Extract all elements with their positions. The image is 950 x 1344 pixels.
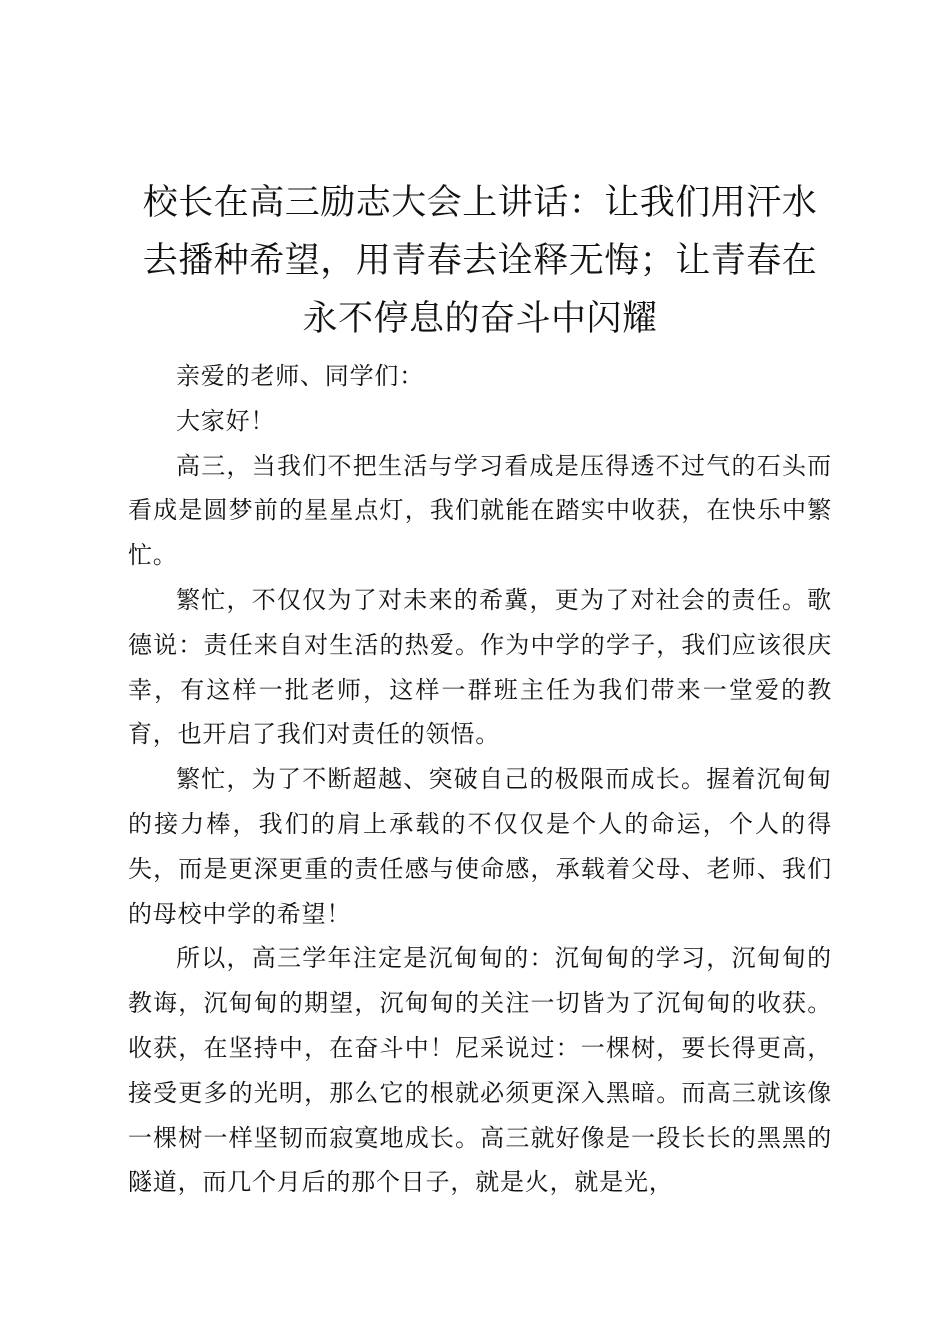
- paragraph: 高三，当我们不把生活与学习看成是压得透不过气的石头而看成是圆梦前的星星点灯，我们就能在踏实中收获，在快乐中繁忙。: [128, 451, 832, 570]
- document-title: 校长在高三励志大会上讲话：让我们用汗水去播种希望，用青春去诠释无悔；让青春在永不停息的奋斗中闪耀: [142, 183, 818, 339]
- paragraph: 所以，高三学年注定是沉甸甸的：沉甸甸的学习，沉甸甸的教诲，沉甸甸的期望，沉甸甸的关注一切皆为了沉甸甸的收获。收获，在坚持中，在奋斗中！尼采说过：一棵树，要长得更高，接受更多的光明，那么它的根就必须更深入黑暗。而高三就该像一棵树一样坚韧而寂寞地成长。高三就好像是一段长长的黑黑的隧道，而几个月后的那个日子，就是火，就是光，: [128, 944, 832, 1197]
- paragraph-salutation: 亲爱的老师、同学们：: [176, 362, 424, 390]
- paragraph: 繁忙，不仅仅为了对未来的希冀，更为了对社会的责任。歌德说：责任来自对生活的热爱。作为中学的学子，我们应该很庆幸，有这样一批老师，这样一群班主任为我们带来一堂爱的教育，也开启了我们对责任的领悟。: [128, 585, 832, 749]
- paragraph-greeting: 大家好！: [176, 406, 276, 435]
- paragraph: 繁忙，为了不断超越、突破自己的极限而成长。握着沉甸甸的接力棒，我们的肩上承载的不仅仅是个人的命运，个人的得失，而是更深更重的责任感与使命感，承载着父母、老师、我们的母校中学的希望！: [128, 765, 832, 928]
- document-body: [128, 354, 832, 1205]
- document-page: [128, 174, 832, 1205]
